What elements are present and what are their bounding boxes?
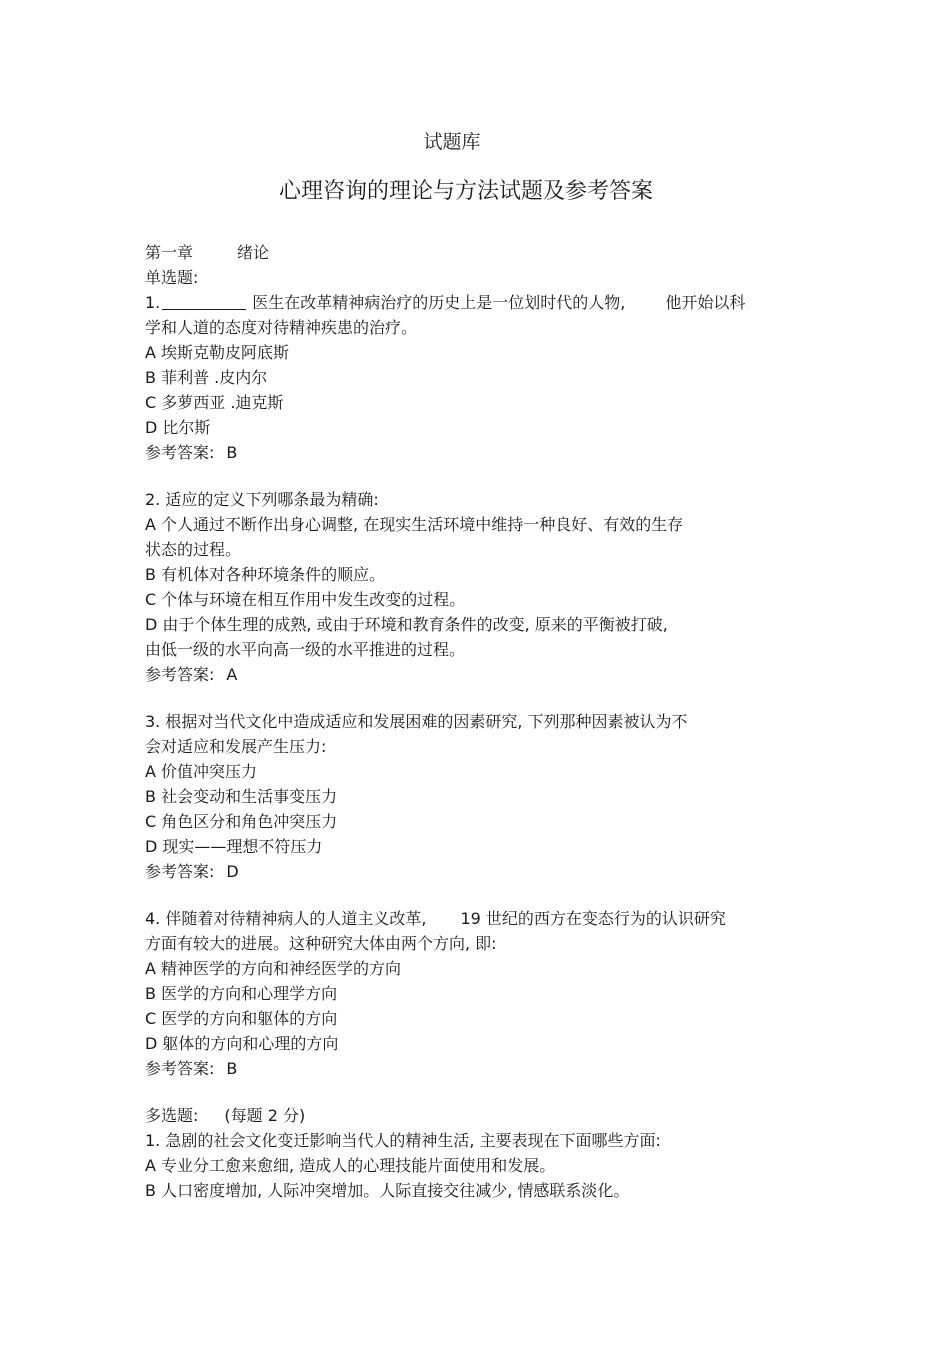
question-1-option-b: B 菲利普 .皮内尔 <box>145 368 268 387</box>
question-4-line-2: 方面有较大的进展。这种研究大体由两个方向, 即: <box>145 934 497 953</box>
question-1-number: 1. <box>145 293 161 312</box>
library-title: 试题库 <box>423 131 481 153</box>
question-3-option-c: C 角色区分和角色冲突压力 <box>145 812 338 831</box>
question-2-option-a-line-2: 状态的过程。 <box>145 540 242 559</box>
multi-question-1-option-a: A 专业分工愈来愈细, 造成人的心理技能片面使用和发展。 <box>145 1156 556 1175</box>
question-1-line-1 <box>145 290 825 315</box>
question-3-option-b: B 社会变动和生活事变压力 <box>145 787 338 806</box>
chapter-name: 绪论 <box>237 243 270 262</box>
answer-label: 参考答案: <box>145 1059 215 1078</box>
question-4-answer <box>145 1056 825 1081</box>
multiple-choice-label: 多选题: <box>145 1106 199 1125</box>
document-body <box>145 240 825 1203</box>
chapter-label: 第一章 <box>145 243 194 262</box>
question-2-option-d-line-1: D 由于个体生理的成熟, 或由于环境和教育条件的改变, 原来的平衡被打破, <box>145 615 668 634</box>
question-4-option-a: A 精神医学的方向和神经医学的方向 <box>145 959 402 978</box>
question-2-option-d-line-2: 由低一级的水平向高一级的水平推进的过程。 <box>145 640 466 659</box>
answer-value: B <box>226 1059 238 1078</box>
score-note: (每题 2 分) <box>224 1106 306 1125</box>
document-title: 心理咨询的理论与方法试题及参考答案 <box>278 179 653 204</box>
question-1-option-d: D 比尔斯 <box>145 418 211 437</box>
fill-in-blank <box>162 293 246 310</box>
answer-value: D <box>226 862 239 881</box>
multiple-choice-heading <box>145 1103 825 1128</box>
question-4-text-b: 19 世纪的西方在变态行为的认识研究 <box>460 909 726 928</box>
question-4-option-c: C 医学的方向和躯体的方向 <box>145 1009 338 1028</box>
question-2-option-c: C 个体与环境在相互作用中发生改变的过程。 <box>145 590 466 609</box>
question-4-option-b: B 医学的方向和心理学方向 <box>145 984 338 1003</box>
question-4-line-1 <box>145 906 825 931</box>
question-3-answer <box>145 859 825 884</box>
question-1-answer <box>145 440 825 465</box>
question-1-text-b: 他开始以科 <box>665 293 746 312</box>
answer-label: 参考答案: <box>145 443 215 462</box>
answer-value: A <box>226 665 238 684</box>
answer-label: 参考答案: <box>145 862 215 881</box>
question-4-option-d: D 躯体的方向和心理的方向 <box>145 1034 339 1053</box>
question-1-text-a: 医生在改革精神病治疗的历史上是一位划时代的人物, <box>252 293 626 312</box>
question-1-option-c: C 多萝西亚 .迪克斯 <box>145 393 284 412</box>
question-2-option-b: B 有机体对各种环境条件的顺应。 <box>145 565 386 584</box>
question-4-text-a: 4. 伴随着对待精神病人的人道主义改革, <box>145 909 427 928</box>
question-2-line-1: 2. 适应的定义下列哪条最为精确: <box>145 490 379 509</box>
chapter-heading <box>145 240 825 265</box>
answer-label: 参考答案: <box>145 665 215 684</box>
question-3-line-2: 会对适应和发展产生压力: <box>145 737 327 756</box>
multi-question-1-line-1: 1. 急剧的社会文化变迁影响当代人的精神生活, 主要表现在下面哪些方面: <box>145 1131 661 1150</box>
question-3-line-1: 3. 根据对当代文化中造成适应和发展困难的因素研究, 下列那种因素被认为不 <box>145 712 688 731</box>
multi-question-1-option-b: B 人口密度增加, 人际冲突增加。人际直接交往减少, 情感联系淡化。 <box>145 1181 630 1200</box>
answer-value: B <box>226 443 238 462</box>
question-3-option-d: D 现实——理想不符压力 <box>145 837 323 856</box>
question-1-line-2: 学和人道的态度对待精神疾患的治疗。 <box>145 318 418 337</box>
question-3-option-a: A 价值冲突压力 <box>145 762 258 781</box>
question-2-answer <box>145 662 825 687</box>
question-2-option-a-line-1: A 个人通过不断作出身心调整, 在现实生活环境中维持一种良好、有效的生存 <box>145 515 684 534</box>
single-choice-heading: 单选题: <box>145 268 199 287</box>
question-1-option-a: A 埃斯克勒皮阿底斯 <box>145 343 290 362</box>
